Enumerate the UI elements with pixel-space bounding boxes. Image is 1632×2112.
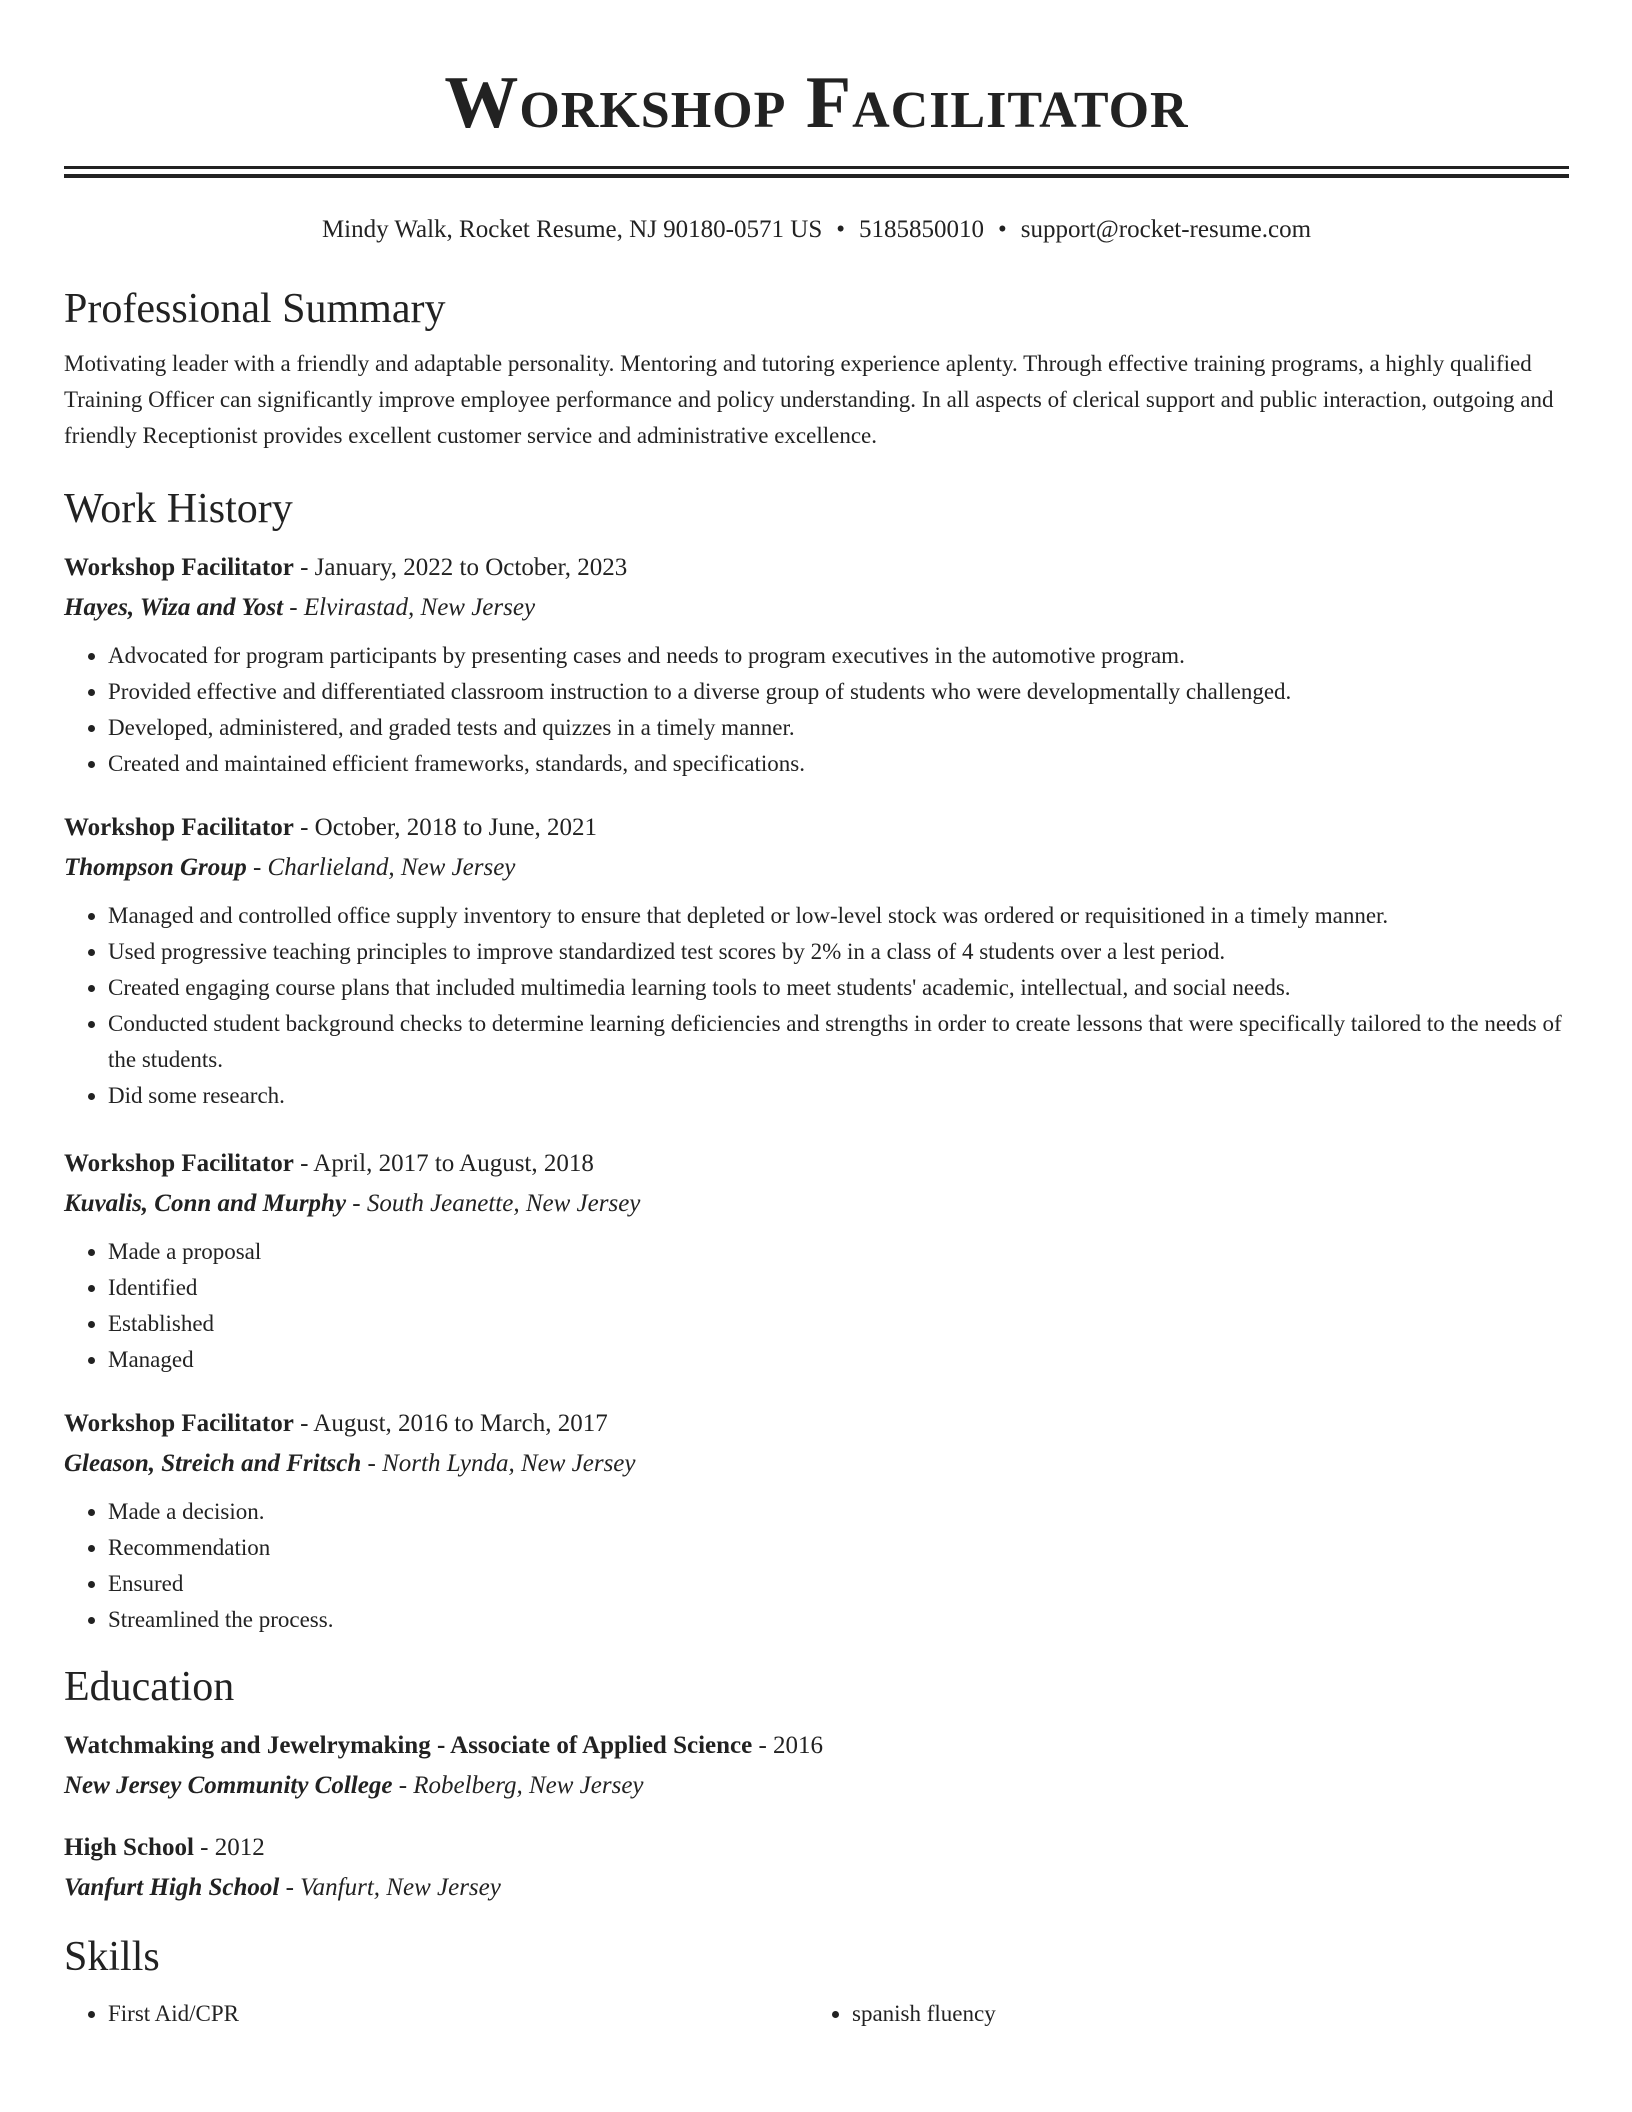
job-bullet: • Identified [108,1270,1569,1306]
job-bullet: • Did some research. [108,1078,1569,1114]
job-bullet-list [64,1234,1569,1378]
contact-phone: 5185850010 [858,216,984,243]
education-degree-line [64,1730,1569,1762]
job-company-line [64,852,1569,884]
education-school-line [64,1872,1569,1904]
education-location: - Robelberg, New Jersey [392,1772,644,1799]
job-entry [64,552,1569,782]
job-bullet: • Developed, administered, and graded tests and quizzes in a timely manner. [108,710,1569,746]
skill-item: • First Aid/CPR [108,1996,808,2032]
job-title-line [64,1408,1569,1440]
job-dates: - January, 2022 to October, 2023 [293,554,628,581]
contact-separator: • [836,216,845,243]
job-location: - North Lynda, New Jersey [361,1450,636,1477]
job-bullet: • Ensured [108,1566,1569,1602]
job-company: Kuvalis, Conn and Murphy [64,1190,347,1217]
resume-name-title: Workshop Facilitator [444,62,1189,144]
job-location: - South Jeanette, New Jersey [346,1190,641,1217]
job-entry [64,1408,1569,1638]
education-entry [64,1832,1569,1904]
skills-column-left [64,1996,808,2032]
job-location: - Charlieland, New Jersey [246,854,516,881]
header-rule-top [64,166,1569,169]
job-dates: - August, 2016 to March, 2017 [293,1410,608,1437]
job-bullet: • Used progressive teaching principles to improve standardized test scores by 2% in a class of 4 students over a lest period. [108,934,1569,970]
resume-page [64,0,1569,2032]
job-dates: - October, 2018 to June, 2021 [293,814,597,841]
job-bullet-list [64,898,1569,1114]
skill-item: • spanish fluency [852,1996,1552,2032]
section-heading-work-history: Work History [64,486,293,532]
education-year: - 2016 [752,1732,824,1759]
job-bullet: • Created engaging course plans that included multimedia learning tools to meet students' academic, intellectual, and social needs. [108,970,1569,1006]
job-company-line [64,1188,1569,1220]
job-bullet: • Streamlined the process. [108,1602,1569,1638]
job-bullet: • Conducted student background checks to determine learning deficiencies and strengths in order to create lessons that were specifically tailored to the needs of the students. [108,1006,1569,1078]
job-title: Workshop Facilitator [64,554,294,581]
job-bullet: • Managed and controlled office supply inventory to ensure that depleted or low-level stock was ordered or requisitioned in a timely manner. [108,898,1569,934]
job-bullet: • Managed [108,1342,1569,1378]
education-school: New Jersey Community College [64,1772,393,1799]
job-title: Workshop Facilitator [64,814,294,841]
section-heading-skills: Skills [64,1934,160,1980]
job-title-line [64,552,1569,584]
job-entry [64,812,1569,1114]
job-company-line [64,592,1569,624]
education-year: - 2012 [193,1834,265,1861]
contact-email: support@rocket-resume.com [1020,216,1312,243]
job-dates: - April, 2017 to August, 2018 [293,1150,594,1177]
job-title: Workshop Facilitator [64,1150,294,1177]
job-bullet: • Created and maintained efficient frameworks, standards, and specifications. [108,746,1569,782]
job-company: Thompson Group [64,854,247,881]
job-title-line [64,1148,1569,1180]
contact-line [64,214,1569,246]
skills-list [64,1996,1569,2032]
job-bullet: • Provided effective and differentiated classroom instruction to a diverse group of students who were developmentally challenged. [108,674,1569,710]
job-location: - Elvirastad, New Jersey [283,594,536,621]
section-heading-education: Education [64,1664,235,1710]
job-bullet: • Made a proposal [108,1234,1569,1270]
job-bullet-list [64,638,1569,782]
job-company-line [64,1448,1569,1480]
education-degree: Watchmaking and Jewelrymaking - Associate of Applied Science [64,1732,753,1759]
education-school: Vanfurt High School [64,1874,280,1901]
contact-separator: • [997,216,1007,243]
education-degree: High School [64,1834,194,1861]
job-title-line [64,812,1569,844]
section-heading-summary: Professional Summary [64,286,446,332]
job-bullet: • Advocated for program participants by presenting cases and needs to program executives in the automotive program. [108,638,1569,674]
header-rule-bottom [64,174,1569,178]
job-entry [64,1148,1569,1378]
skills-column-right [808,1996,1552,2032]
job-bullet: • Made a decision. [108,1494,1569,1530]
education-school-line [64,1770,1569,1802]
job-company: Hayes, Wiza and Yost [64,594,284,621]
job-bullet: • Recommendation [108,1530,1569,1566]
summary-text: Motivating leader with a friendly and adaptable personality. Mentoring and tutoring experience aplenty. Through effective training programs, a highly qualified Training Officer can significantly improve employee performance and policy understanding. In all aspects of clerical support and public interaction, outgoing and friendly Receptionist provides excellent customer service and administrative excellence. [64,351,1554,448]
job-bullet: • Established [108,1306,1569,1342]
job-title: Workshop Facilitator [64,1410,294,1437]
education-location: - Vanfurt, New Jersey [279,1874,501,1901]
education-degree-line [64,1832,1569,1864]
contact-address: Mindy Walk, Rocket Resume, NJ 90180-0571 US [321,216,823,243]
job-company: Gleason, Streich and Fritsch [64,1450,362,1477]
education-entry [64,1730,1569,1802]
job-bullet-list [64,1494,1569,1638]
